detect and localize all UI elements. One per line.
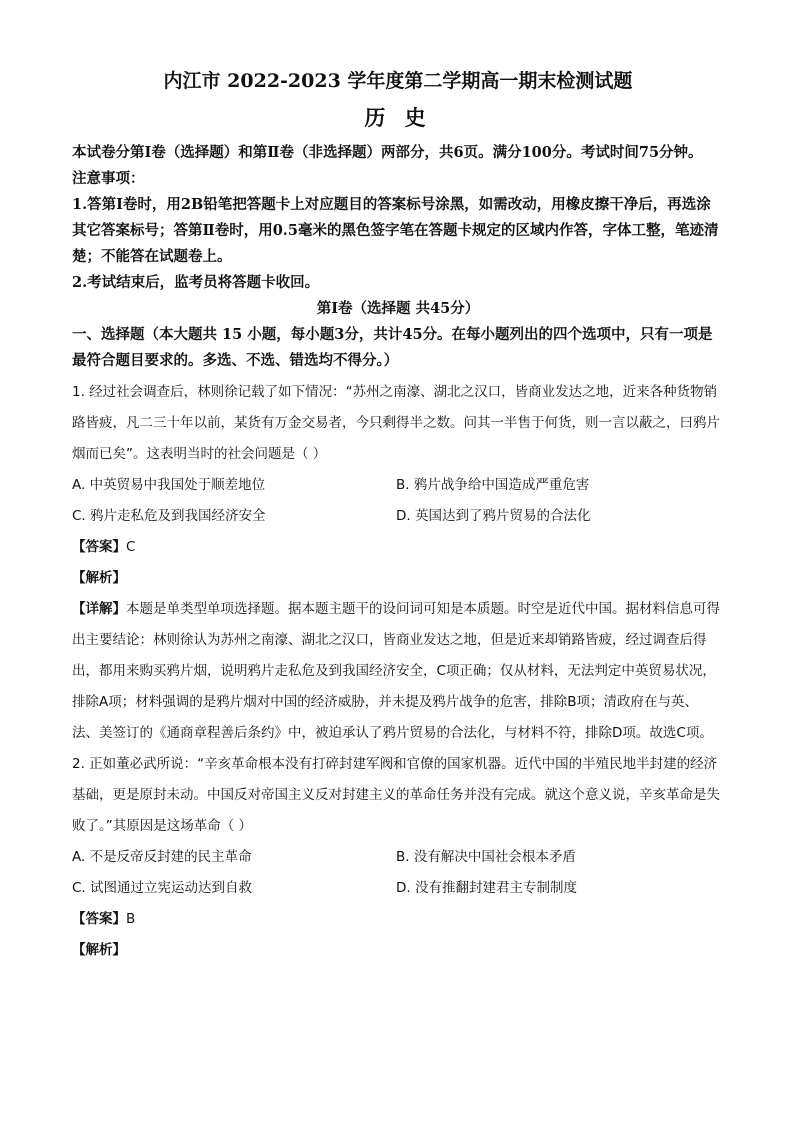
notes-label: 注意事项： xyxy=(72,170,145,187)
question-1-option-d: D. 英国达到了鸦片贸易的合法化 xyxy=(396,508,591,524)
question-1-option-b: B. 鸦片战争给中国造成严重危害 xyxy=(396,477,590,493)
question-2-answer xyxy=(72,904,724,935)
question-2-options-row-1 xyxy=(72,842,724,873)
question-1-options-row-2 xyxy=(72,501,724,532)
detail-text: 本题是单类型单项选择题。据本题主题干的设问词可知是本质题。时空是近代中国。据材料信息可得出主要结论：林则徐认为苏州之南濠、湖北之汉口，皆商业发达之地，但是近来却销路皆疲，经过调查后得出，都用来购买鸦片烟，说明鸦片走私危及到我国经济安全，C项正确；仅从材料，无法判定中英贸易状况，排除A项；材料强调的是鸦片烟对中国的经济威胁，并未提及鸦片战争的危害，排除B项；清政府在与英、法、美签订的《通商章程善后条约》中，被迫承认了鸦片贸易的合法化，与材料不符，排除D项。故选C项。 xyxy=(72,601,720,741)
question-2-option-b: B. 没有解决中国社会根本矛盾 xyxy=(396,849,576,865)
answer-value: B xyxy=(126,911,136,927)
answer-label: 【答案】 xyxy=(72,911,126,927)
section-1-title: 第Ⅰ卷（选择题 共45分） xyxy=(316,300,480,317)
question-2-option-a: A. 不是反帝反封建的民主革命 xyxy=(72,849,252,865)
detail-label: 【详解】 xyxy=(72,601,126,617)
question-2-option-c: C. 试图通过立宪运动达到自救 xyxy=(72,880,253,896)
note-1: 1.答第Ⅰ卷时，用2B铅笔把答题卡上对应题目的答案标号涂黑，如需改动，用橡皮擦干净后，再选涂其它答案标号；答第Ⅱ卷时，用0.5毫米的黑色签字笔在答题卡规定的区域内作答，字体工整，笔迹清楚；不能答在试题卷上。 xyxy=(72,196,719,265)
analysis-label: 【解析】 xyxy=(72,570,126,586)
question-1-answer xyxy=(72,532,724,563)
exam-intro: 本试卷分第Ⅰ卷（选择题）和第Ⅱ卷（非选择题）两部分，共6页。满分100分。考试时间75分钟。 xyxy=(72,144,703,161)
question-2-options-row-2 xyxy=(72,873,724,904)
question-2-option-d: D. 没有推翻封建君主专制制度 xyxy=(396,880,577,896)
question-1-option-c: C. 鸦片走私危及到我国经济安全 xyxy=(72,508,266,524)
section-1-instruction: 一、选择题（本大题共 15 小题，每小题3分，共计45分。在每小题列出的四个选项中，只有一项是最符合题目要求的。多选、不选、错选均不得分。） xyxy=(72,326,713,369)
analysis-label: 【解析】 xyxy=(72,942,126,958)
question-1 xyxy=(72,377,724,749)
answer-value: C xyxy=(126,539,136,555)
note-2: 2.考试结束后，监考员将答题卡收回。 xyxy=(72,274,320,291)
question-1-detail xyxy=(72,594,724,749)
subject-title: 历 史 xyxy=(364,105,432,130)
question-1-options-row-1 xyxy=(72,470,724,501)
question-1-option-a: A. 中英贸易中我国处于顺差地位 xyxy=(72,477,266,493)
exam-title: 内江市 2022-2023 学年度第二学期高一期末检测试题 xyxy=(163,70,633,92)
question-1-stem: 1. 经过社会调查后，林则徐记载了如下情况：“苏州之南濠、湖北之汉口，皆商业发达之地，近来各种货物销路皆疲，凡二三十年以前，某货有万金交易者，今只剩得半之数。问其一半售于何货，则一言以蔽之，曰鸦片烟而已矣”。这表明当时的社会问题是（ ） xyxy=(72,384,720,462)
answer-label: 【答案】 xyxy=(72,539,126,555)
question-1-analysis xyxy=(72,563,724,594)
question-2-stem: 2. 正如董必武所说：“辛亥革命根本没有打碎封建军阀和官僚的国家机器。近代中国的半殖民地半封建的经济基础，更是原封未动。中国反对帝国主义反对封建主义的革命任务并没有完成。就这个意义说，辛亥革命是失败了。”其原因是这场革命（ ） xyxy=(72,756,720,834)
question-2-analysis xyxy=(72,935,724,966)
question-2 xyxy=(72,749,724,966)
